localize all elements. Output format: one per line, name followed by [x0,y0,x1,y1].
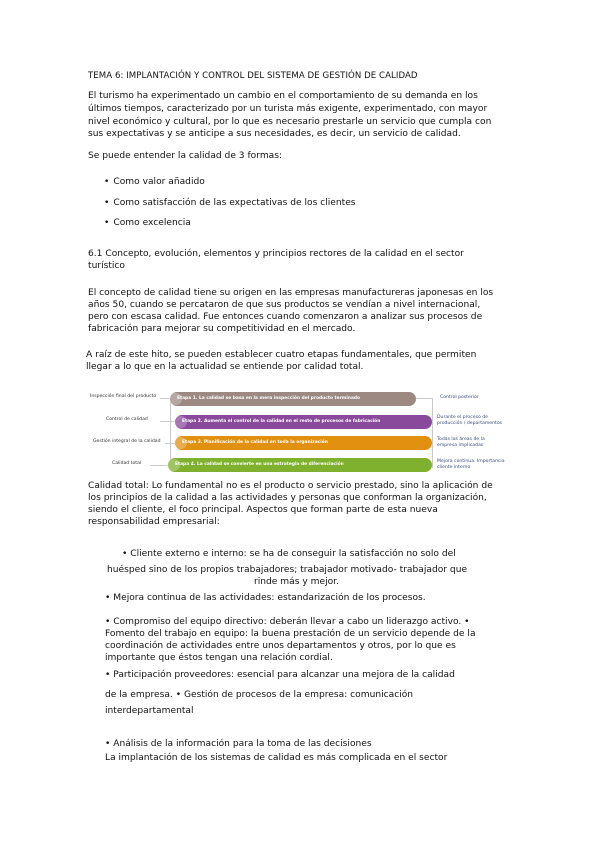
total-quality-line: los principios de la calidad a las actividades y personas que conforman la organización, [88,493,487,503]
closing-line: La implantación de los sistemas de calidad es más complicada en el sector [105,753,448,763]
stage-2-right-label: producción / departamentos [437,421,503,426]
aspect-client-line: • Cliente externo e interno: se ha de conseguir la satisfacción no solo del [122,549,456,559]
total-quality-line: Calidad total: Lo fundamental no es el producto o servicio prestado, sino la aplicación de [88,481,493,491]
stage-1-bar: Etapa 1. La calidad se basa en la mera inspección del producto terminado [170,392,416,406]
stage-4-left-label: Calidad total [112,461,142,466]
origin-line: pero con escasa calidad. Fue entonces cuando comenzaron a analizar sus procesos de [88,312,483,322]
stage-4-bar: Etapa 4. La calidad se convierte en una estrategia de diferenciación [168,458,432,472]
page-title: TEMA 6: IMPLANTACIÓN Y CONTROL DEL SISTEMA DE GESTIÓN DE CALIDAD [88,71,418,81]
stage-1-right-label: Control posterior [440,395,479,400]
stage-2-bar: Etapa 2. Aumenta el control de la calidad en el resto de procesos de fabricación [175,415,432,429]
stages-intro-line: A raíz de este hito, se pueden establecer cuatro etapas fundamentales, que permiten [86,350,477,360]
intro-line: sus expectativas y se anticipe a sus necesidades, es decir, un servicio de calidad. [88,129,461,139]
aspect-client-line: huésped sino de los propios trabajadores; trabajador motivado- trabajador que [107,565,468,575]
total-quality-line: siendo el cliente, el foco principal. Aspectos que forman parte de esta nueva [88,505,438,515]
section-heading: 6.1 Concepto, evolución, elementos y principios rectores de la calidad en el sector [88,249,464,259]
stage-4-right-label: Mejora continua. Importancia [437,459,505,464]
forms-intro: Se puede entender la calidad de 3 formas: [88,151,283,161]
stage-1-left-label: Inspección final del producto [90,394,157,399]
aspect-participacion: • Participación proveedores: esencial para alcanzar una mejora de la calidad [105,670,455,680]
section-heading: turístico [88,261,125,271]
aspect-compromiso-line: Fomento del trabajo en equipo: la buena prestación de un servicio depende de la [105,629,476,639]
intro-line: El turismo ha experimentado un cambio en el comportamiento de su demanda en los [88,91,478,101]
connector-tick [416,398,432,399]
aspect-mejora: • Mejora continua de las actividades: estandarización de los procesos. [105,593,426,603]
aspect-compromiso-line: importante que éstos tengan una relación cordial. [105,653,333,663]
aspect-gestion-line: de la empresa. • Gestión de procesos de la empresa: comunicación [105,690,414,700]
stage-4-right-label: cliente interno [437,465,471,470]
stage-3-right-label: Todas las áreas de la [437,437,485,442]
stage-3-left-label: Gestión integral de la calidad [93,439,161,444]
total-quality-line: responsabilidad empresarial: [88,517,220,527]
intro-line: últimos tiempos, caracterizado por un turista más exigente, experimentado, con mayor [88,104,488,114]
aspect-compromiso-line: coordinación de actividades entre unos departamentos y otros, por lo que es [105,641,456,651]
list-item: • Como valor añadido [104,176,205,188]
intro-line: nivel económico y cultural, por lo que es necesario prestarle un servicio que cumpla con [88,117,492,127]
origin-line: fabricación para mejorar su competitividad en el mercado. [88,324,356,334]
list-item: • Como excelencia [104,217,191,229]
stages-intro-line: llegar a lo que en la actualidad se entiende por calidad total. [86,362,364,372]
connector-line [170,398,171,468]
stage-2-left-label: Control de calidad [106,417,148,422]
aspect-gestion-line: interdepartamental [105,706,194,716]
aspect-compromiso-line: • Compromiso del equipo directivo: deberán llevar a cabo un liderazgo activo. • [105,617,470,627]
connector-line [432,398,433,468]
aspect-analisis: • Análisis de la información para la toma de las decisiones [105,739,372,749]
origin-line: años 50, cuando se percataron de que sus productos se vendían a nivel internacional, [88,300,481,310]
stage-3-right-label: empresa implicadas [437,443,484,448]
stage-2-right-label: Durante el proceso de [437,415,488,420]
list-item: • Como satisfacción de las expectativas de los clientes [104,197,356,209]
stage-3-bar: Etapa 3. Planificación de la calidad en toda la organización [175,436,432,450]
origin-line: El concepto de calidad tiene su origen en las empresas manufactureras japonesas en los [88,288,494,298]
aspect-client-line: rinde más y mejor. [254,577,339,587]
